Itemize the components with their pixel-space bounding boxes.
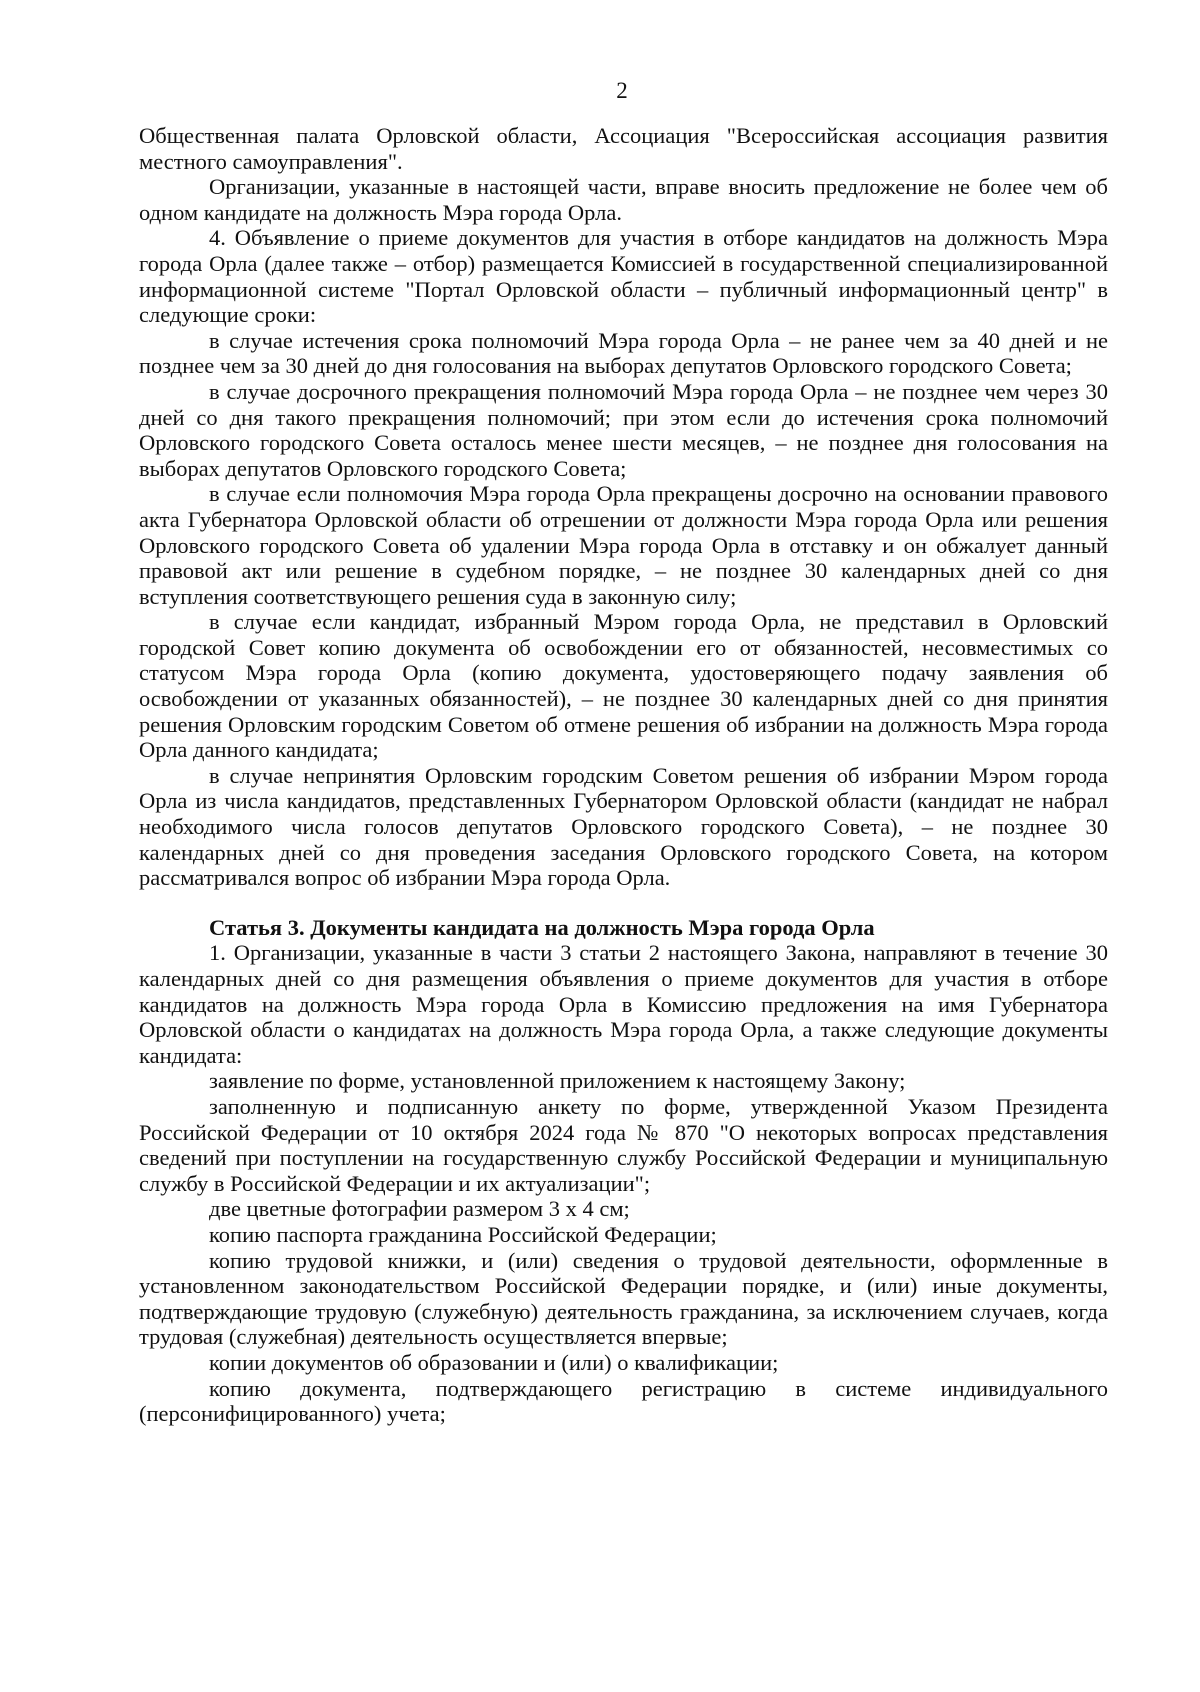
paragraph-case-not-elected: в случае непринятия Орловским городским Советом решения об избрании Мэром города Орла из числа кандидатов, представленных Губернатором Орловской области (кандидат не набрал необходимого числа голосов депутатов Орловского городского Совета), – не позднее 30 календарных дней со дня проведения заседания Орловского городского Совета, на котором рассматривался вопрос об избрании Мэра города Орла. (139, 762, 1108, 891)
paragraph-organizations-limit: Организации, указанные в настоящей части, вправе вносить предложение не более чем об одном кандидате на должность Мэра города Орла. (139, 174, 1108, 225)
list-item-education-documents: копии документов об образовании и (или) о квалификации; (209, 1349, 779, 1375)
paragraph-case-incompatible-duties: в случае если кандидат, избранный Мэром города Орла, не представил в Орловский городской Совет копию документа об освобождении его от обязанностей, несовместимых со статусом Мэра города Орла (копию документа, удостоверяющего подачу заявления об освобождении от указанных обязанностей), – не позднее 30 календарных дней со дня принятия решения Орловским городским Советом об отмене решения об избрании на должность Мэра города Орла данного кандидата; (139, 609, 1108, 763)
paragraph-continuation: Общественная палата Орловской области, Ассоциация "Всероссийская ассоциация развития местного самоуправления". (139, 123, 1108, 174)
paragraph-case-early-termination: в случае досрочного прекращения полномочий Мэра города Орла – не позднее чем через 30 дней со дня такого прекращения полномочий; при этом если до истечения срока полномочий Орловского городского Совета осталось менее шести месяцев, – не позднее дня голосования на выборах депутатов Орловского городского Совета; (139, 378, 1108, 481)
document-body (139, 123, 1108, 1427)
list-item-passport-copy: копию паспорта гражданина Российской Федерации; (209, 1221, 717, 1247)
paragraph-case-dismissal-appeal: в случае если полномочия Мэра города Орла прекращены досрочно на основании правового акта Губернатора Орловской области об отрешении от должности Мэра города Орла или решения Орловского городского Совета об удалении Мэра города Орла в отставку и он обжалует данный правовой акт или решение в судебном порядке, – не позднее 30 календарных дней со дня вступления соответствующего решения суда в законную силу; (139, 481, 1108, 609)
paragraph-case-term-expiry: в случае истечения срока полномочий Мэра города Орла – не ранее чем за 40 дней и не позднее чем за 30 дней до дня голосования на выборах депутатов Орловского городского Совета; (139, 327, 1108, 379)
paragraph-article-3-item-1: 1. Организации, указанные в части 3 статьи 2 настоящего Закона, направляют в течение 30 календарных дней со дня размещения объявления о приеме документов для участия в отборе кандидатов на должность Мэра города Орла в Комиссию предложения на имя Губернатора Орловской области о кандидатах на должность Мэра города Орла, а также следующие документы кандидата: (139, 940, 1108, 1068)
list-item-questionnaire: заполненную и подписанную анкету по форме, утвержденной Указом Президента Российской Федерации от 10 октября 2024 года № 870 "О некоторых вопросах представления сведений при поступлении на государственную службу Российской Федерации и муниципальную службу в Российской Федерации и их актуализации"; (139, 1093, 1108, 1196)
page-number: 2 (616, 78, 628, 103)
list-item-employment-record: копию трудовой книжки, и (или) сведения о трудовой деятельности, оформленные в установленном законодательством Российской Федерации порядке, и (или) иные документы, подтверждающие трудовую (служебную) деятельность гражданина, за исключением случаев, когда трудовая (служебная) деятельность осуществляется впервые; (139, 1247, 1108, 1350)
list-item-registration-document: копию документа, подтверждающего регистрацию в системе индивидуального (персонифицированного) учета; (139, 1375, 1108, 1427)
section-gap (139, 891, 1108, 915)
list-item-photos: две цветные фотографии размером 3 х 4 см; (209, 1196, 630, 1222)
list-item-application: заявление по форме, установленной приложением к настоящему Закону; (209, 1068, 906, 1094)
article-3-heading: Статья 3. Документы кандидата на должность Мэра города Орла (209, 914, 875, 940)
paragraph-announcement-item-4: 4. Объявление о приеме документов для участия в отборе кандидатов на должность Мэра города Орла (далее также – отбор) размещается Комиссией в государственной специализированной информационной системе "Портал Орловской области – публичный информационный центр" в следующие сроки: (139, 225, 1108, 328)
